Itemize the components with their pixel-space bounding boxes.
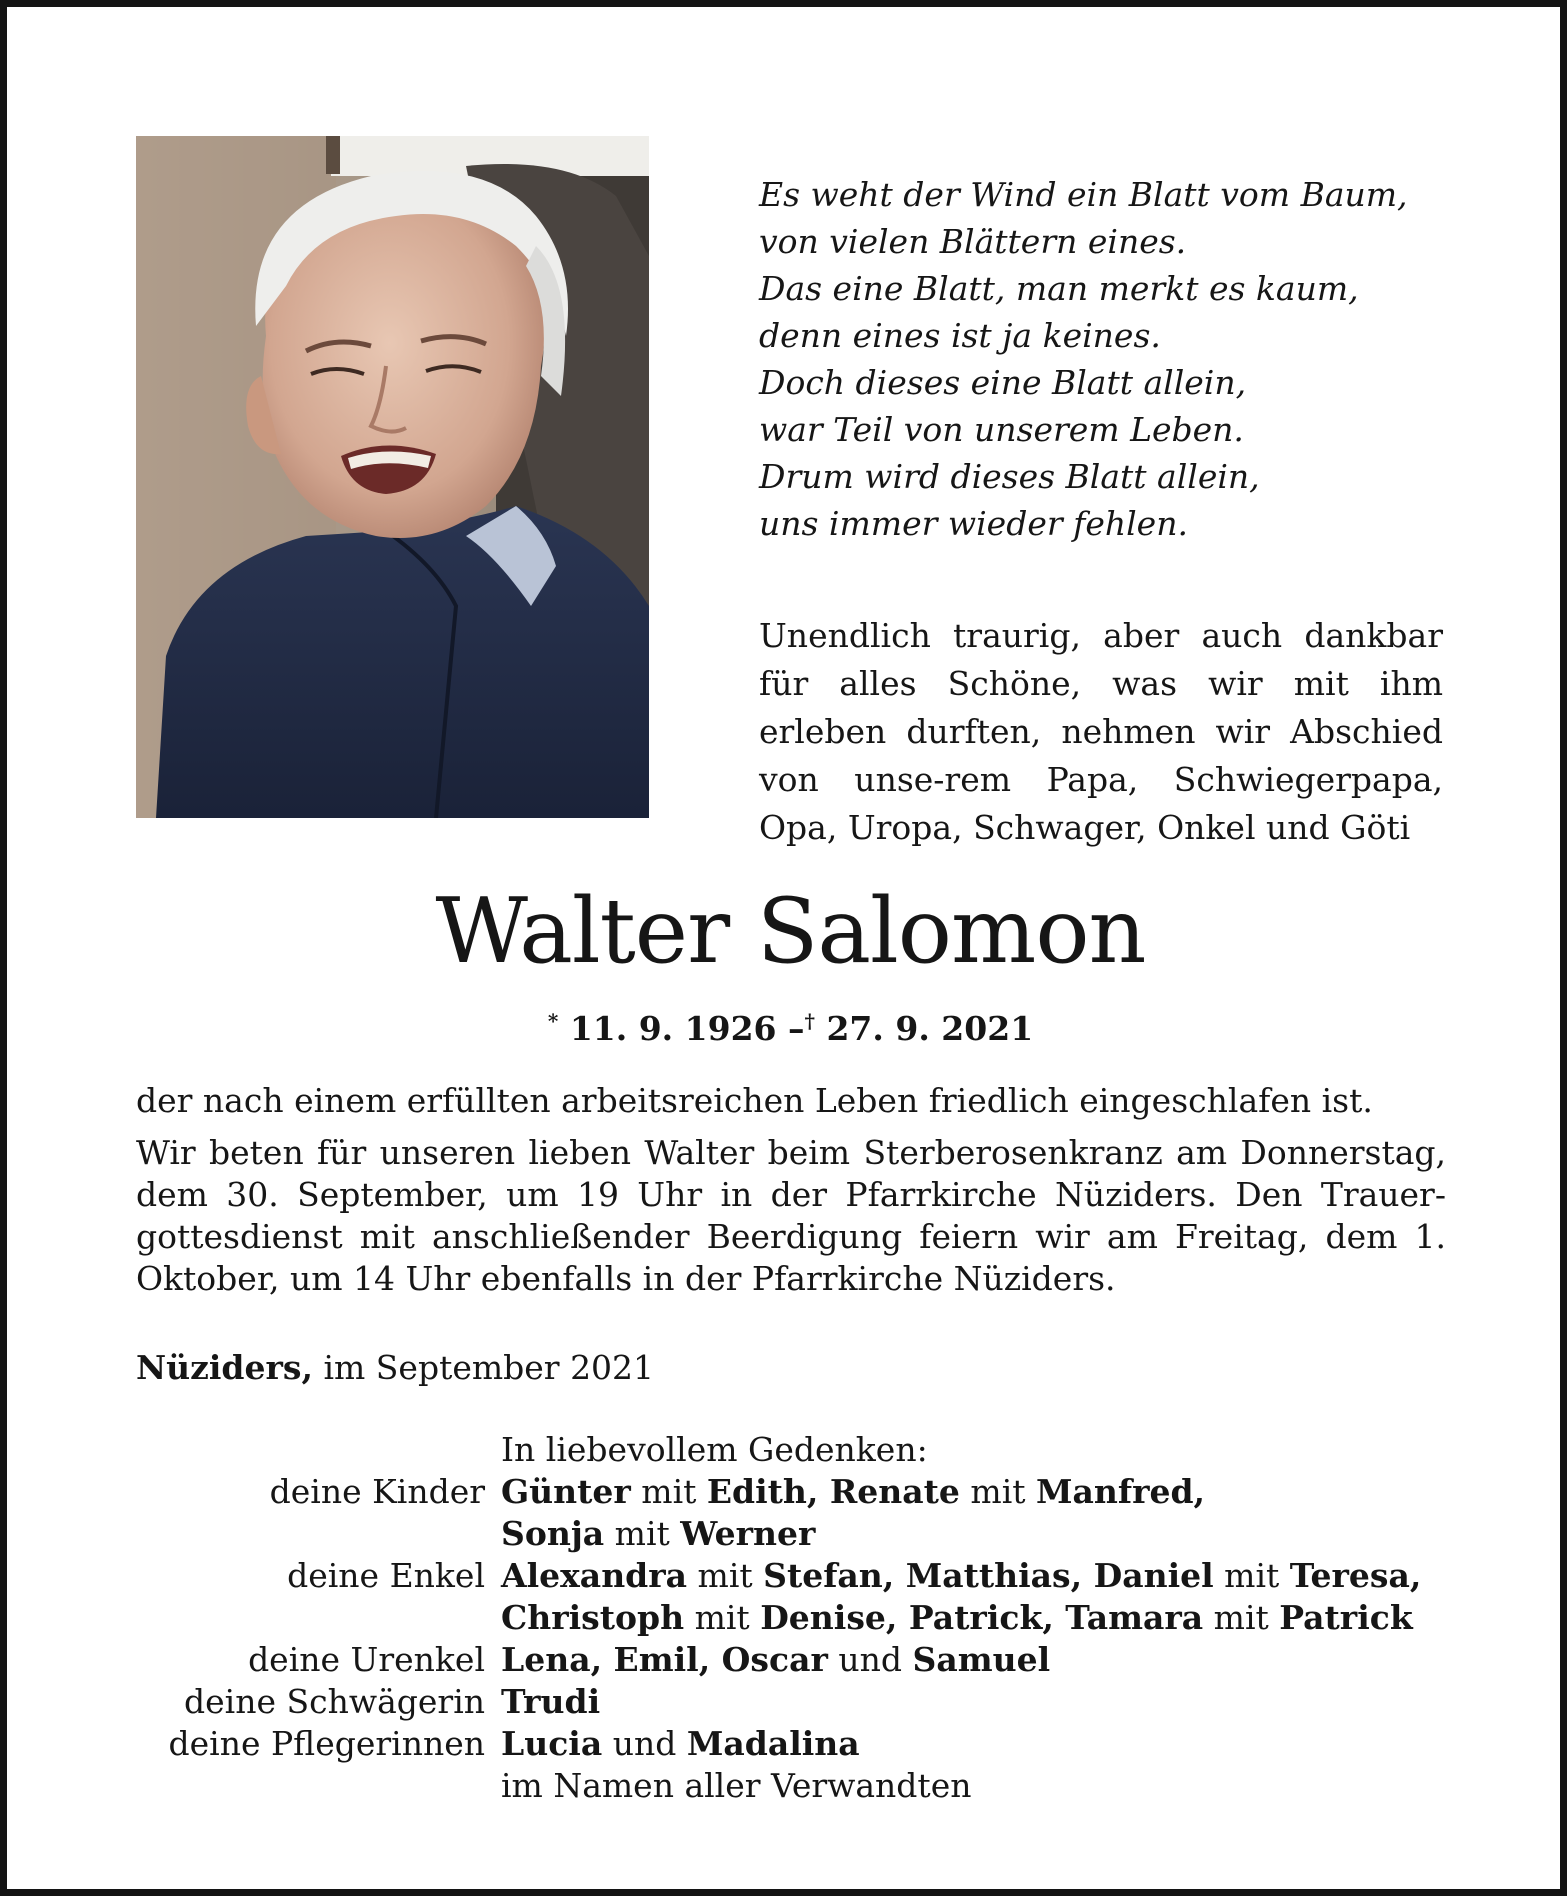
mourner-row: [7, 1723, 1567, 1765]
mourners-heading-row: [7, 1429, 1567, 1471]
mourner-connector: und: [602, 1724, 687, 1763]
mourner-name: Denise, Patrick, Tamara: [760, 1598, 1204, 1637]
mourner-relation: deine Urenkel: [248, 1640, 485, 1679]
mourners-closing-row: [7, 1765, 1567, 1807]
date-separator: –: [788, 1009, 805, 1048]
portrait-illustration: [136, 136, 649, 818]
mourner-connector: mit: [684, 1598, 761, 1637]
service-paragraph: Wir beten für unseren lieben Walter beim Sterberosenkranz am Donnerstag, dem 30. September, um 19 Uhr in der Pfarrkirche Nüziders. Den Trauergottesdienst mit anschließender Beerdigung feiern wir am Freitag, dem 1. Oktober, um 14 Uhr ebenfalls in der Pfarrkirche Nüziders.: [136, 1133, 1446, 1298]
poem: [759, 171, 1459, 547]
mourner-relation: deine Enkel: [287, 1556, 485, 1595]
mourner-name: Madalina: [686, 1724, 860, 1763]
place-date: [136, 1347, 654, 1389]
mourner-name: Stefan, Matthias, Daniel: [763, 1556, 1214, 1595]
mourner-name: Christoph: [501, 1598, 685, 1637]
life-dates: [7, 999, 1567, 1051]
mourner-name: Manfred,: [1036, 1472, 1206, 1511]
place-town: Nüziders,: [136, 1348, 313, 1387]
mourner-connector: mit: [1203, 1598, 1280, 1637]
mourner-names: [501, 1639, 1050, 1681]
place-date-text: im September 2021: [323, 1348, 655, 1387]
mourner-connector: und: [827, 1640, 913, 1679]
death-symbol: †: [804, 1009, 815, 1033]
mourner-row: [7, 1555, 1567, 1597]
mourner-relation: deine Schwägerin: [184, 1682, 485, 1721]
portrait-photo: [136, 136, 649, 818]
mourner-names: [501, 1723, 860, 1765]
mourners-closing: im Namen aller Verwandten: [501, 1766, 972, 1805]
mourner-relation: deine Pflegerinnen: [168, 1724, 485, 1763]
mourner-name: Samuel: [912, 1640, 1051, 1679]
mourner-connector: mit: [687, 1556, 764, 1595]
mourner-row: [7, 1681, 1567, 1723]
mourners-list: [7, 1429, 1567, 1807]
mourner-connector: mit: [604, 1514, 681, 1553]
mourner-relation: deine Kinder: [269, 1472, 485, 1511]
mourner-name: Edith, Renate: [706, 1472, 960, 1511]
mourner-name: Lucia: [501, 1724, 603, 1763]
mourner-name: Patrick: [1279, 1598, 1413, 1637]
mourner-name: Sonja: [501, 1514, 605, 1553]
birth-symbol: *: [547, 1009, 559, 1033]
intro-text: Unendlich traurig, aber auch dankbar für alles Schöne, was wir mit ihm erleben durften, nehmen wir Abschied von unse-rem Papa, Schwiegerpapa, Opa, Uropa, Schwager, Onkel und Göti: [759, 616, 1443, 847]
poem-line: von vielen Blättern eines.: [759, 222, 1187, 261]
mourner-row: [7, 1639, 1567, 1681]
mourner-name: Günter: [501, 1472, 631, 1511]
mourner-rows: [7, 1471, 1567, 1765]
body-line: der nach einem erfüllten arbeitsreichen Leben friedlich eingeschlafen ist.: [136, 1081, 1373, 1120]
poem-line: uns immer wieder fehlen.: [759, 504, 1188, 543]
mourner-row: [7, 1513, 1567, 1555]
death-date: 27. 9. 2021: [826, 1009, 1034, 1048]
mourner-name: Werner: [680, 1514, 816, 1553]
mourner-names: [501, 1471, 1205, 1513]
mourner-row: [7, 1597, 1567, 1639]
poem-line: war Teil von unserem Leben.: [759, 410, 1244, 449]
mourner-names: [501, 1597, 1413, 1639]
announcement-body: [136, 1080, 1446, 1300]
mourner-names: [501, 1681, 600, 1723]
mourner-connector: mit: [630, 1472, 707, 1511]
mourner-row: [7, 1471, 1567, 1513]
mourner-name: Trudi: [501, 1682, 601, 1721]
poem-line: Es weht der Wind ein Blatt vom Baum,: [759, 175, 1408, 214]
poem-line: Drum wird dieses Blatt allein,: [759, 457, 1260, 496]
mourner-names: [501, 1555, 1421, 1597]
mourner-name: Alexandra: [501, 1556, 688, 1595]
deceased-name: Walter Salomon: [435, 879, 1146, 984]
mourner-name: Teresa,: [1289, 1556, 1422, 1595]
birth-date: 11. 9. 1926: [569, 1009, 777, 1048]
poem-line: Doch dieses eine Blatt allein,: [759, 363, 1247, 402]
poem-line: Das eine Blatt, man merkt es kaum,: [759, 269, 1359, 308]
mourner-connector: mit: [1213, 1556, 1290, 1595]
mourners-heading: In liebevollem Gedenken:: [501, 1430, 928, 1469]
mourner-names: [501, 1513, 815, 1555]
mourner-name: Lena, Emil, Oscar: [501, 1640, 828, 1679]
mourner-connector: mit: [959, 1472, 1036, 1511]
poem-line: denn eines ist ja keines.: [759, 316, 1161, 355]
